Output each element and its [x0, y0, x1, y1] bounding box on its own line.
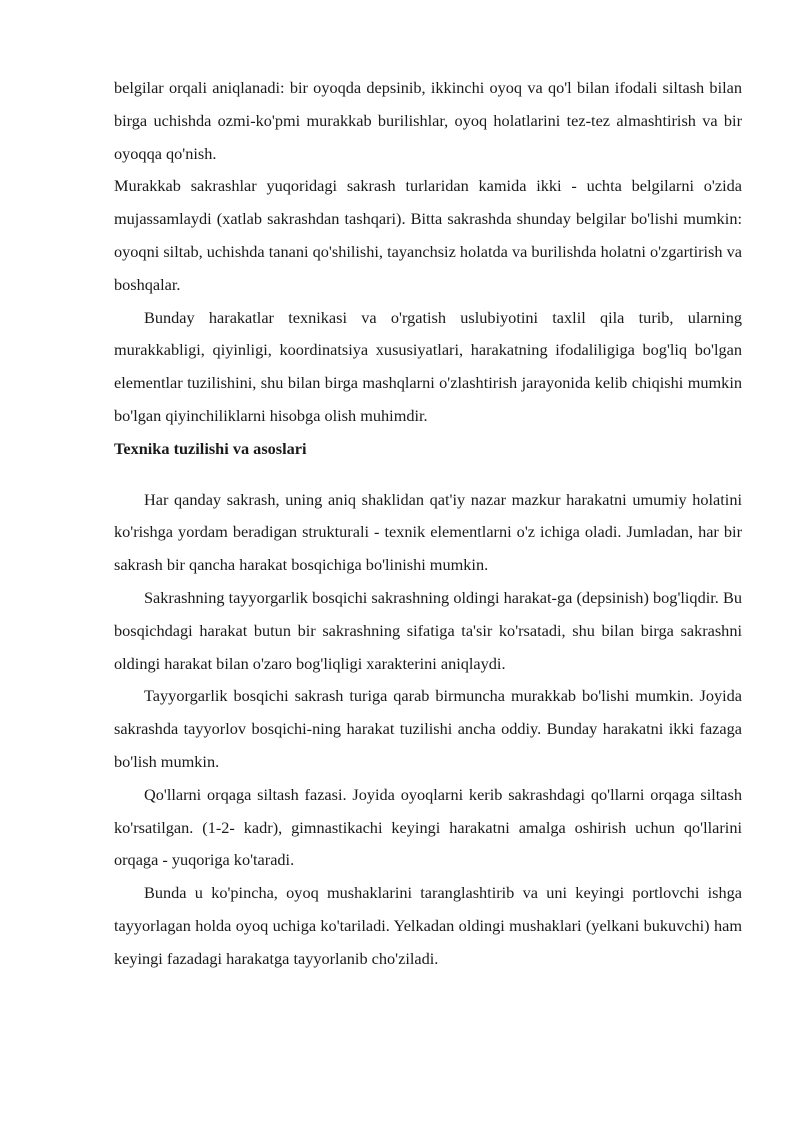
paragraph-4: Har qanday sakrash, uning aniq shaklidan qat'iy nazar mazkur harakatni umumiy holatini ko'rishga yordam beradigan strukturali - texnik elementlarni o'z ichiga oladi. Jumladan, har bir sakrash bir qancha harakat bosqichiga bo'linishi mumkin.	[114, 489, 742, 575]
paragraph-3: Bunday harakatlar texnikasi va o'rgatish uslubiyotini taxlil qila turib, ularning murakkabligi, qiyinligi, koordinatsiya xususiyatlari, harakatning ifodaliligiga bog'liq bo'lgan elementlar tuzilishini, shu bilan birga mashqlarni o'zlashtirish jarayonida kelib chiqishi mumkin bo'lgan qiyinchiliklarni hisobga olish muhimdir.	[114, 307, 742, 425]
paragraph-5: Sakrashning tayyorgarlik bosqichi sakrashning oldingi harakat-ga (depsinish) bog'liqdir. Bu bosqichdagi harakat butun bir sakrashning sifatiga ta'sir ko'rsatadi, shu bilan birga sakrashni oldingi harakat bilan o'zaro bog'liqligi xarakterini aniqlaydi.	[114, 587, 742, 673]
section-heading: Texnika tuzilishi va asoslari	[114, 438, 307, 458]
paragraph-1: belgilar orqali aniqlanadi: bir oyoqda depsinib, ikkinchi oyoq va qo'l bilan ifodali siltash bilan birga uchishda ozmi-ko'pmi murakkab burilishlar, oyoq holatlarini tez-tez almashtirish va bir oyoqqa qo'nish.	[114, 78, 742, 163]
paragraph-6: Tayyorgarlik bosqichi sakrash turiga qarab birmuncha murakkab bo'lishi mumkin. Joyida sakrashda tayyorlov bosqichi-ning harakat tuzilishi ancha oddiy. Bunday harakatni ikki fazaga bo'lish mumkin.	[114, 686, 742, 771]
section-spacer	[114, 466, 742, 484]
paragraph-8: Bunda u ko'pincha, oyoq mushaklarini taranglashtirib va uni keyingi portlovchi ishga tayyorlagan holda oyoq uchiga ko'tariladi. Yelkadan oldingi mushaklari (yelkani bukuvchi) ham keyingi fazadagi harakatga tayyorlanib cho'ziladi.	[114, 883, 742, 968]
paragraph-2: Murakkab sakrashlar yuqoridagi sakrash turlaridan kamida ikki - uchta belgilarni o'zida mujassamlaydi (xatlab sakrashdan tashqari). Bitta sakrashda shunday belgilar bo'lishi mumkin: oyoqni siltab, uchishda tanani qo'shilishi, tayanchsiz holatda va burilishda holatni o'zgartirish va boshqalar.	[114, 176, 742, 294]
paragraph-7: Qo'llarni orqaga siltash fazasi. Joyida oyoqlarni kerib sakrashdagi qo'llarni orqaga siltash ko'rsatilgan. (1-2- kadr), gimnastikachi keyingi harakatni amalga oshirish uchun qo'llarini orqaga - yuqoriga ko'taradi.	[114, 784, 742, 870]
document-page	[114, 72, 742, 976]
